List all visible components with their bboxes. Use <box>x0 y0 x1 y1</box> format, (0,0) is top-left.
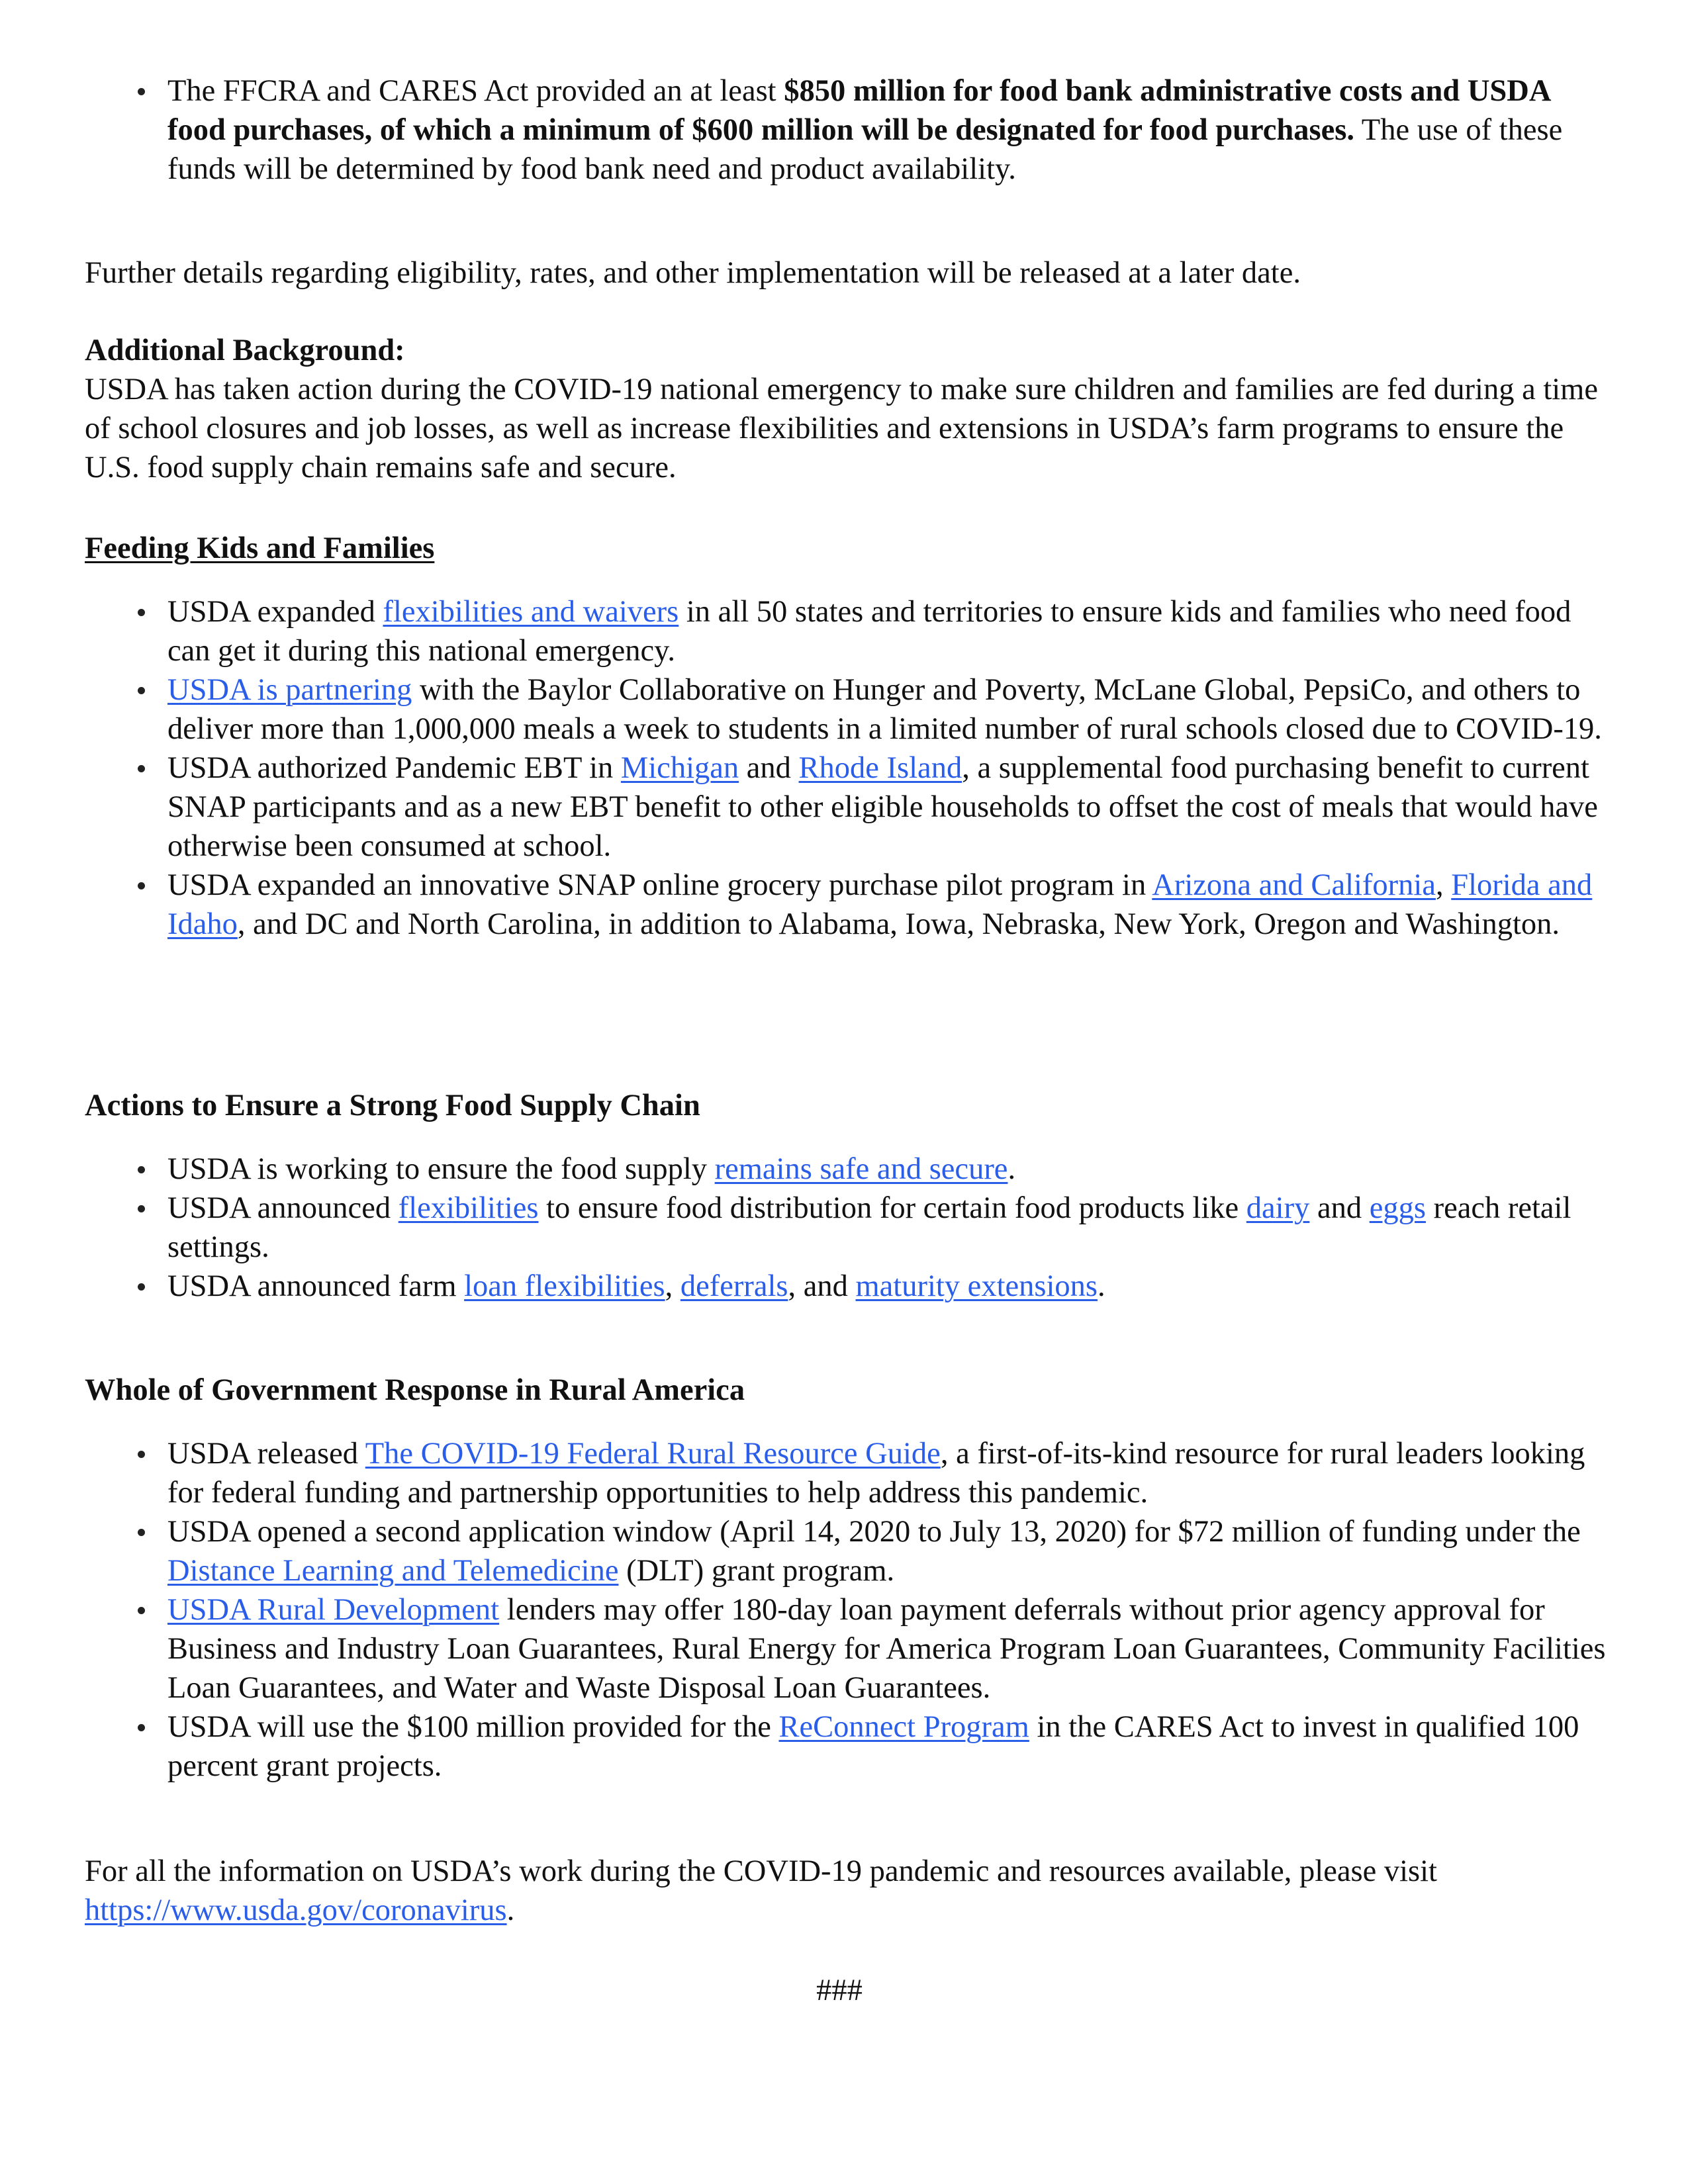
intro-list <box>85 71 1607 189</box>
list-item: The FFCRA and CARES Act provided an at least $850 million for food bank administrative costs and USDA food purchases, of which a minimum of $600 million will be designated for food purchases. The use of these funds will be determined by food bank need and product availability. <box>85 71 1607 189</box>
list-item: USDA announced flexibilities to ensure food distribution for certain food products like dairy and eggs reach retail settings. <box>85 1189 1607 1267</box>
funding-highlight: $850 million for food bank administrative costs and USDA food purchases, of which a minimum of $600 million will be designated for food purchases. <box>167 74 1550 147</box>
arizona-california-link[interactable]: Arizona and California <box>1152 868 1436 902</box>
rural-development-link[interactable]: USDA Rural Development <box>167 1593 500 1627</box>
background-heading: Additional Background: <box>85 334 405 367</box>
rural-resource-guide-link[interactable]: The COVID-19 Federal Rural Resource Guide <box>365 1437 941 1471</box>
background-text: USDA has taken action during the COVID-19 national emergency to make sure children and families are fed during a time of school closures and job losses, as well as increase flexibilities and extensions in USDA’s farm programs to ensure the U.S. food supply chain remains safe and secure. <box>85 373 1598 484</box>
list-item: USDA expanded an innovative SNAP online grocery purchase pilot program in Arizona and California, Florida and Idaho, and DC and North Carolina, in addition to Alabama, Iowa, Nebraska, New York, Oregon and Washington. <box>85 866 1607 944</box>
maturity-extensions-link[interactable]: maturity extensions <box>855 1269 1098 1303</box>
usda-partnering-link[interactable]: USDA is partnering <box>167 673 412 707</box>
supply-chain-heading: Actions to Ensure a Strong Food Supply Chain <box>85 1089 700 1122</box>
list-item: USDA authorized Pandemic EBT in Michigan and Rhode Island, a supplemental food purchasing benefit to current SNAP participants and as a new EBT benefit to other eligible households to offset the cost of meals that would have otherwise been consumed at school. <box>85 749 1607 866</box>
reconnect-program-link[interactable]: ReConnect Program <box>778 1710 1029 1744</box>
list-item: USDA announced farm loan flexibilities, deferrals, and maturity extensions. <box>85 1267 1607 1306</box>
list-item: USDA is working to ensure the food supply remains safe and secure. <box>85 1150 1607 1189</box>
closing-paragraph: For all the information on USDA’s work during the COVID-19 pandemic and resources available, please visit https://www.usda.gov/coronavirus. <box>85 1854 1437 1927</box>
distance-learning-link[interactable]: Distance Learning and Telemedicine <box>167 1554 619 1588</box>
list-item: USDA will use the $100 million provided for the ReConnect Program in the CARES Act to invest in qualified 100 percent grant projects. <box>85 1707 1607 1786</box>
list-item: USDA opened a second application window (April 14, 2020 to July 13, 2020) for $72 million of funding under the Distance Learning and Telemedicine (DLT) grant program. <box>85 1512 1607 1590</box>
florida-idaho-link[interactable]: Florida and Idaho <box>167 868 1593 941</box>
list-item: USDA is partnering with the Baylor Collaborative on Hunger and Poverty, McLane Global, PepsiCo, and others to deliver more than 1,000,000 meals a week to students in a limited number of rural schools closed due to COVID-19. <box>85 670 1607 749</box>
flexibilities-waivers-link[interactable]: flexibilities and waivers <box>383 595 679 629</box>
deferrals-link[interactable]: deferrals <box>680 1269 788 1303</box>
loan-flexibilities-link[interactable]: loan flexibilities <box>464 1269 665 1303</box>
feeding-list <box>85 592 1607 944</box>
rhode-island-link[interactable]: Rhode Island <box>798 751 962 785</box>
background-section <box>85 331 1607 487</box>
rural-heading: Whole of Government Response in Rural America <box>85 1373 745 1407</box>
list-item: USDA expanded flexibilities and waivers in all 50 states and territories to ensure kids and families who need food can get it during this national emergency. <box>85 592 1607 670</box>
safe-secure-link[interactable]: remains safe and secure <box>714 1152 1008 1186</box>
further-details-text: Further details regarding eligibility, rates, and other implementation will be released at a later date. <box>85 256 1301 290</box>
rural-list <box>85 1434 1607 1786</box>
flexibilities-link[interactable]: flexibilities <box>398 1191 539 1225</box>
list-item: USDA released The COVID-19 Federal Rural Resource Guide, a first-of-its-kind resource for rural leaders looking for federal funding and partnership opportunities to help address this pandemic. <box>85 1434 1607 1512</box>
supply-chain-list <box>85 1150 1607 1306</box>
feeding-heading: Feeding Kids and Families <box>85 531 435 565</box>
eggs-link[interactable]: eggs <box>1369 1191 1426 1225</box>
list-item: USDA Rural Development lenders may offer 180-day loan payment deferrals without prior agency approval for Business and Industry Loan Guarantees, Rural Energy for America Program Loan Guarantees, Community Facilities Loan Guarantees, and Water and Waste Disposal Loan Guarantees. <box>85 1590 1607 1707</box>
end-mark: ### <box>816 1974 863 2007</box>
coronavirus-link[interactable]: https://www.usda.gov/coronavirus <box>85 1893 507 1927</box>
dairy-link[interactable]: dairy <box>1246 1191 1310 1225</box>
michigan-link[interactable]: Michigan <box>620 751 739 785</box>
